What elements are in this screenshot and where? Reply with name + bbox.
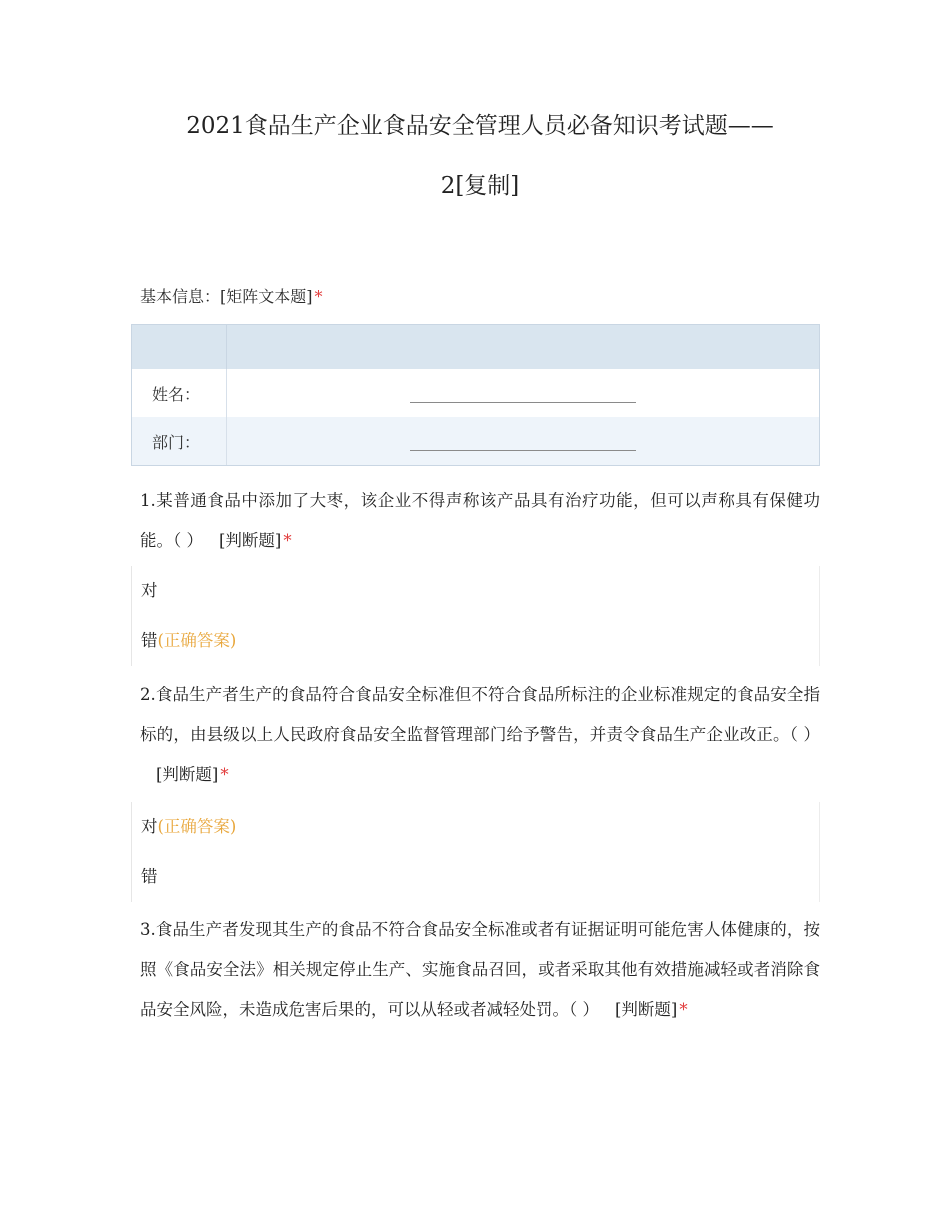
question-3 (140, 910, 820, 1030)
option-label: 对 (141, 817, 158, 836)
option-label: 对 (141, 581, 158, 600)
question-2 (140, 675, 820, 795)
question-1-type: [判断题] (219, 531, 282, 550)
matrix-header-row (132, 325, 819, 369)
name-input[interactable] (410, 401, 636, 403)
department-input-cell[interactable] (227, 417, 819, 465)
required-star: * (220, 765, 229, 784)
question-1 (140, 481, 820, 561)
correct-answer-mark: (正确答案) (157, 631, 237, 650)
correct-answer-mark: (正确答案) (157, 817, 237, 836)
question-2-options (131, 802, 820, 902)
matrix-row-department (132, 417, 819, 465)
question-1-options (131, 566, 820, 666)
required-star: * (314, 287, 323, 306)
page-title (140, 96, 820, 216)
question-3-text: 3.食品生产者发现其生产的食品不符合食品安全标准或者有证据证明可能危害人体健康的，按照《食品安全法》相关规定停止生产、实施食品召回，或者采取其他有效措施减轻或者消除食品安全风险，未造成危害后果的，可以从轻或者减轻处罚。（ ） (140, 920, 820, 1019)
matrix-row-name (132, 369, 819, 417)
required-star: * (679, 1000, 688, 1019)
name-input-cell[interactable] (227, 369, 819, 417)
matrix-header-input-cell (227, 325, 819, 369)
matrix-header-label-cell (132, 325, 227, 369)
basic-info-label (140, 284, 323, 310)
question-3-type: [判断题] (615, 1000, 678, 1019)
option-label: 错 (141, 867, 158, 886)
option-label: 错 (141, 631, 158, 650)
name-label: 姓名： (132, 369, 227, 417)
required-star: * (283, 531, 292, 550)
question-1-text: 1.某普通食品中添加了大枣，该企业不得声称该产品具有治疗功能，但可以声称具有保健功能。（ ） (140, 491, 820, 550)
title-line-1: 2021食品生产企业食品安全管理人员必备知识考试题—— (186, 113, 774, 139)
question-2-option-true[interactable] (141, 802, 819, 852)
department-input[interactable] (410, 449, 636, 451)
department-label: 部门： (132, 417, 227, 465)
question-1-option-false[interactable] (141, 616, 819, 666)
question-2-text: 2.食品生产者生产的食品符合食品安全标准但不符合食品所标注的企业标准规定的食品安全指标的，由县级以上人民政府食品安全监督管理部门给予警告，并责令食品生产企业改正。（ ） (140, 685, 820, 744)
question-1-option-true[interactable] (141, 566, 819, 616)
question-2-type: [判断题] (156, 765, 219, 784)
basic-info-matrix (131, 324, 820, 466)
question-2-option-false[interactable] (141, 852, 819, 902)
title-line-2: 2[复制] (440, 173, 520, 199)
basic-info-text: 基本信息：[矩阵文本题] (140, 287, 313, 306)
